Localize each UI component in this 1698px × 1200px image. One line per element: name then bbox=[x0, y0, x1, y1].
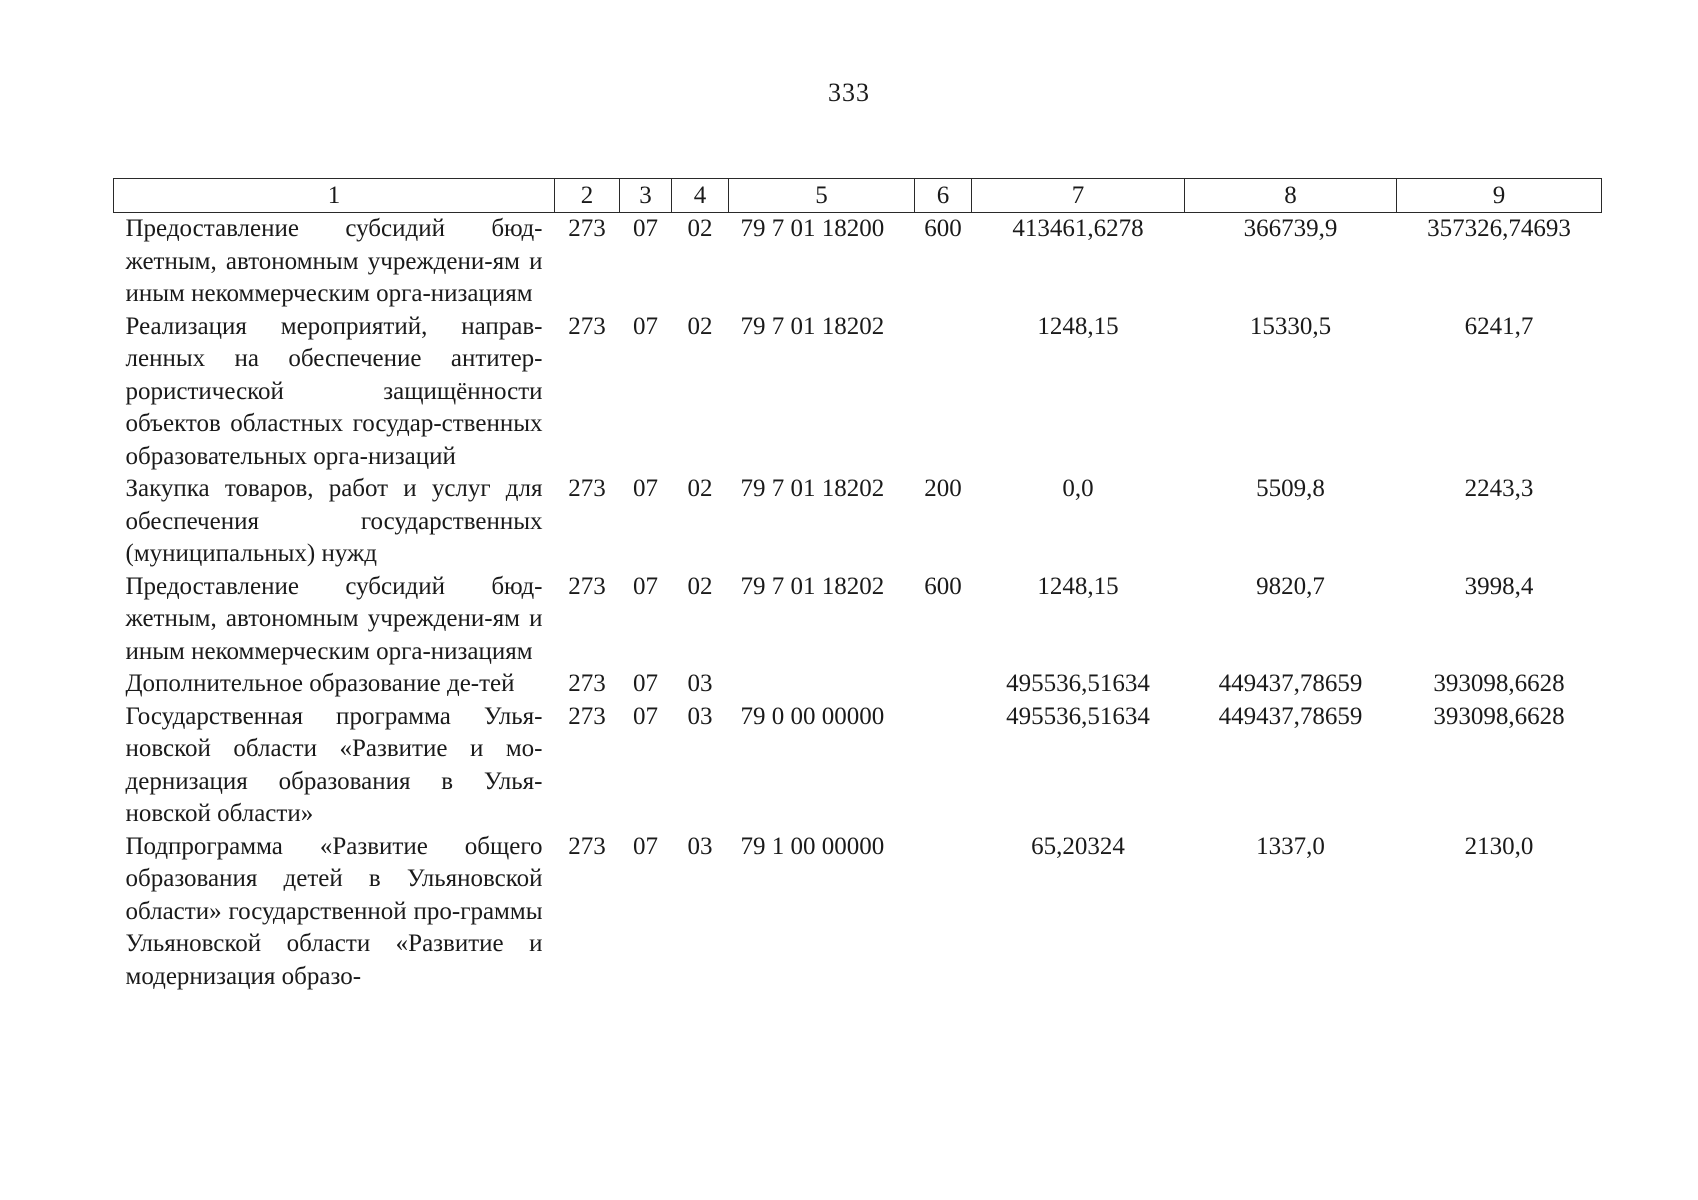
header-cell-1: 1 bbox=[114, 179, 555, 213]
row-code-expense-type bbox=[915, 701, 972, 831]
row-amount-col8: 449437,78659 bbox=[1218, 670, 1363, 697]
row-name: Подпрограмма «Развитие общего образования детей в Ульяновской области» государственной про-граммы Ульяновской области «Развитие и модернизация образо- bbox=[125, 832, 543, 990]
row-amount-col8: 1337,0 bbox=[1256, 832, 1325, 860]
row-name: Предоставление субсидий бюд-жетным, автономным учреждени-ям и иным некоммерческим орга-низациям bbox=[125, 572, 543, 665]
row-code-subsection: 02 bbox=[687, 475, 713, 502]
row-amount-col8: 9820,7 bbox=[1256, 572, 1325, 600]
table-body bbox=[114, 213, 1602, 994]
header-cell-5: 5 bbox=[729, 179, 915, 213]
header-cell-4: 4 bbox=[672, 179, 729, 213]
row-amount-col7: 65,20324 bbox=[1031, 832, 1125, 860]
page-number: 333 bbox=[828, 78, 870, 107]
row-code-section: 07 bbox=[633, 670, 658, 697]
row-amount-col7: 413461,6278 bbox=[1012, 215, 1144, 242]
row-code-section: 07 bbox=[633, 572, 658, 600]
row-name: Реализация мероприятий, направ-ленных на обеспечение антитер-рористической защищённости объектов областных государ-ственных образовательных орга-низаций bbox=[125, 312, 543, 470]
row-code-subsection: 03 bbox=[687, 702, 713, 730]
table-header bbox=[114, 179, 1602, 213]
table-row bbox=[114, 311, 1602, 474]
row-amount-col9: 2243,3 bbox=[1464, 475, 1534, 502]
row-code-target: 79 1 00 00000 bbox=[740, 832, 885, 860]
row-amount-col7: 1248,15 bbox=[1037, 312, 1119, 340]
header-cell-6: 6 bbox=[915, 179, 972, 213]
row-amount-col9: 6241,7 bbox=[1464, 312, 1534, 340]
row-code-section: 07 bbox=[633, 215, 658, 242]
row-code-target: 79 7 01 18200 bbox=[740, 215, 885, 242]
row-code-expense-type bbox=[915, 311, 972, 474]
row-amount-col8: 366739,9 bbox=[1243, 215, 1338, 242]
row-code-ministry: 273 bbox=[568, 215, 606, 242]
row-amount-col8: 449437,78659 bbox=[1218, 702, 1363, 730]
row-name: Закупка товаров, работ и услуг для обеспечения государственных (муниципальных) нужд bbox=[125, 475, 543, 567]
row-name: Дополнительное образование де-тей bbox=[125, 670, 515, 697]
row-amount-col7: 495536,51634 bbox=[1006, 702, 1150, 730]
table-row bbox=[114, 473, 1602, 571]
row-amount-col9: 393098,6628 bbox=[1433, 670, 1565, 697]
row-code-target: 79 0 00 00000 bbox=[740, 702, 885, 730]
row-code-target: 79 7 01 18202 bbox=[740, 475, 885, 502]
row-amount-col8: 15330,5 bbox=[1249, 312, 1332, 340]
row-amount-col9: 393098,6628 bbox=[1433, 702, 1565, 730]
header-cell-8: 8 bbox=[1185, 179, 1397, 213]
row-amount-col9: 2130,0 bbox=[1464, 832, 1534, 860]
header-cell-2: 2 bbox=[555, 179, 620, 213]
row-code-subsection: 02 bbox=[687, 215, 713, 242]
row-code-section: 07 bbox=[633, 832, 658, 860]
row-code-expense-type: 200 bbox=[924, 475, 962, 502]
row-amount-col7: 495536,51634 bbox=[1006, 670, 1150, 697]
row-code-ministry: 273 bbox=[568, 475, 606, 502]
table-row bbox=[114, 831, 1602, 994]
header-cell-9: 9 bbox=[1397, 179, 1602, 213]
row-amount-col7: 1248,15 bbox=[1037, 572, 1119, 600]
row-name: Предоставление субсидий бюд-жетным, автономным учреждени-ям и иным некоммерческим орга-низациям bbox=[125, 215, 543, 307]
row-code-ministry: 273 bbox=[568, 572, 606, 600]
table-row bbox=[114, 668, 1602, 701]
row-code-expense-type bbox=[915, 668, 972, 701]
table-row bbox=[114, 571, 1602, 669]
table-row bbox=[114, 213, 1602, 311]
table-row bbox=[114, 701, 1602, 831]
row-code-section: 07 bbox=[633, 475, 658, 502]
row-amount-col7: 0,0 bbox=[1062, 475, 1094, 502]
row-code-subsection: 02 bbox=[687, 572, 713, 600]
budget-table bbox=[113, 178, 1602, 993]
row-code-subsection: 03 bbox=[687, 670, 713, 697]
row-code-ministry: 273 bbox=[568, 670, 606, 697]
header-cell-7: 7 bbox=[972, 179, 1185, 213]
row-code-ministry: 273 bbox=[568, 312, 606, 340]
row-code-expense-type bbox=[915, 831, 972, 994]
row-code-ministry: 273 bbox=[568, 832, 606, 860]
row-amount-col9: 357326,74693 bbox=[1427, 215, 1571, 242]
row-name: Государственная программа Улья-новской области «Развитие и мо-дернизация образования в Улья-новской области» bbox=[125, 702, 543, 827]
row-code-subsection: 03 bbox=[687, 832, 713, 860]
row-code-target bbox=[729, 668, 915, 701]
row-code-expense-type: 600 bbox=[924, 572, 962, 600]
header-cell-3: 3 bbox=[620, 179, 672, 213]
row-code-section: 07 bbox=[633, 702, 658, 730]
row-code-target: 79 7 01 18202 bbox=[740, 312, 885, 340]
row-amount-col8: 5509,8 bbox=[1256, 475, 1325, 502]
row-code-subsection: 02 bbox=[687, 312, 713, 340]
row-code-section: 07 bbox=[633, 312, 658, 340]
header-row bbox=[114, 179, 1602, 213]
row-code-target: 79 7 01 18202 bbox=[740, 572, 885, 600]
row-code-ministry: 273 bbox=[568, 702, 606, 730]
row-amount-col9: 3998,4 bbox=[1464, 572, 1534, 600]
row-code-expense-type: 600 bbox=[924, 215, 962, 242]
